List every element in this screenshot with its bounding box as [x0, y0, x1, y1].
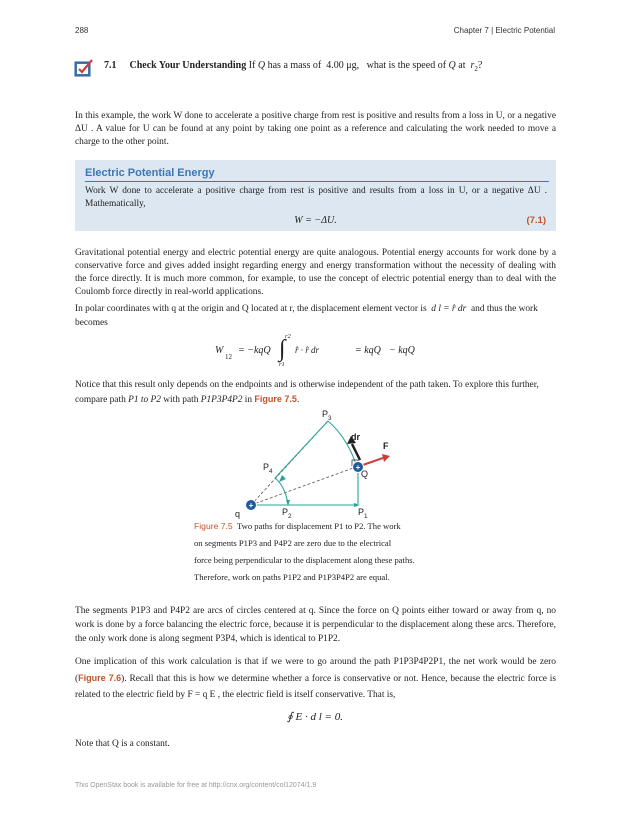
- check-number: 7.1: [104, 60, 117, 71]
- polar-paragraph: [75, 302, 556, 330]
- notice-paragraph: Notice that this result only depends on the endpoints and is otherwise independent of the path taken. To explore this further, compare path P1 to P2 with path P1P3P4P2 in Figure 7.5.: [75, 380, 539, 405]
- work-eq-lhs-sub: 12: [225, 353, 232, 361]
- caption-label: Figure 7.5: [194, 521, 233, 531]
- caption-line-3: force being perpendicular to the displacement along these paths.: [194, 555, 415, 565]
- check-var-q: Q: [257, 60, 266, 71]
- gravity-paragraph: Gravitational potential energy and electric potential energy are quite analogous. Potential energy accounts for work done by a conservative force and gives added insight regarding energy and energy transformation without the necessity of dealing with the force directly. It is much more common, for example, to use the concept of electric potential energy than to deal with the Coulomb force directly in real-world applications.: [75, 248, 556, 297]
- check-text-at: at: [458, 60, 466, 71]
- work-eq-rhs3: − kqQ: [389, 345, 415, 356]
- figure-7-6-link[interactable]: Figure 7.6: [78, 673, 122, 683]
- notice-text-a: Notice that this result only depends on the endpoints and is otherwise independent of the path taken. To explore this further, compare path: [75, 380, 539, 405]
- check-end: ?: [477, 60, 483, 71]
- label-p1: $P_1$: [358, 507, 368, 520]
- notice-in: in: [244, 395, 253, 405]
- figure-link[interactable]: Figure 7.5: [254, 394, 297, 404]
- box-title: Electric Potential Energy: [85, 167, 215, 179]
- implication-text-b: ). Recall that this is how we determine whether a force is conservative or not. Hence, because the electric force is related to the electric field by F = q E , the electric field is itself conservative. That is,: [75, 674, 557, 700]
- check-r2: r: [470, 60, 475, 71]
- box-equation-number: (7.1): [526, 215, 546, 226]
- check-var-q2: Q: [448, 60, 456, 71]
- notice-path1: P1 to P2: [128, 395, 161, 405]
- check-text-speed: what is the speed of: [366, 60, 447, 71]
- notice-mid: with path: [163, 395, 199, 405]
- force-arrowhead: [382, 454, 390, 462]
- arrowhead-p4: [279, 475, 286, 482]
- label-q: q: [235, 509, 241, 519]
- label-p4: $P_4$: [263, 462, 273, 475]
- work-eq-lower: r1: [279, 361, 285, 368]
- figure-7-5-diagram: [230, 408, 400, 518]
- closed-integral-equation: ∮ E · d l = 0.: [287, 711, 343, 723]
- polar-text-a: In polar coordinates with q at the origin and Q located at r, the displacement element vector is: [75, 304, 427, 314]
- work-eq-rhs1: = −kqQ: [238, 345, 271, 356]
- segments-paragraph: The segments P1P3 and P4P2 are arcs of circles centered at q. Since the force on Q points either toward or away from q, no work is done by a force balancing the electric force, because it is perpendicular to the displacement along these arcs. Therefore, the only work done is along segment P3P4, which is identical to P1P2.: [75, 606, 556, 644]
- check-understanding: [104, 60, 482, 73]
- label-p3: $P_3$: [322, 409, 332, 422]
- label-dr: dr: [351, 432, 360, 442]
- work-equation: [215, 334, 435, 370]
- box-title-rule: [85, 181, 549, 182]
- label-F: F: [383, 441, 389, 451]
- svg-text:+: +: [248, 501, 254, 510]
- check-mass-value: 4.00 μg,: [326, 60, 360, 71]
- caption-line-4: Therefore, work on paths P1P2 and P1P3P4P2 are equal.: [194, 572, 390, 582]
- polar-text-b: and thus the work becomes: [75, 304, 538, 328]
- caption-line-2: on segments P1P3 and P4P2 are zero due to the electrical: [194, 538, 392, 548]
- key-equation-box: [75, 160, 556, 231]
- integral-sign: ∫: [279, 336, 286, 362]
- chapter-header: Chapter 7 | Electric Potential: [453, 26, 555, 35]
- implication-paragraph: [75, 654, 556, 703]
- page-number: 288: [75, 26, 89, 35]
- caption-line-1: Figure 7.5 Two paths for displacement P1 to P2. The work: [194, 521, 401, 531]
- note-paragraph: Note that Q is a constant.: [75, 739, 170, 749]
- work-eq-upper: r2: [285, 333, 291, 340]
- check-r2-sub: 2: [474, 65, 478, 73]
- label-Q: Q: [361, 469, 369, 479]
- box-equation: W = −ΔU.: [294, 215, 337, 226]
- check-label: Check Your Understanding: [129, 60, 247, 71]
- check-text-pre: If: [248, 60, 256, 71]
- polar-inline-equation: d l = r̂ dr: [431, 304, 467, 314]
- notice-path2: P1P3P4P2: [200, 395, 243, 405]
- svg-text:+: +: [355, 463, 361, 472]
- implication-text-a: One implication of this work calculation is that if we were to go around the path P1P3P4P2P1, the net work would be zero (: [75, 657, 556, 684]
- check-icon: [74, 59, 94, 77]
- work-eq-integrand: r̂ · r̂ dr: [295, 345, 320, 355]
- footer-text: This OpenStax book is available for free at http://cnx.org/content/col12074/1.9: [75, 782, 317, 789]
- check-text-mass: has a mass of: [267, 60, 322, 71]
- label-p2: $P_2$: [282, 507, 292, 520]
- work-eq-lhs: W: [215, 345, 224, 356]
- box-text: Work W done to accelerate a positive charge from rest is positive and results from a loss in U, or a negative ΔU . Mathematically,: [85, 186, 547, 209]
- figure-caption: [194, 519, 446, 584]
- work-eq-rhs2: = kqQ: [355, 345, 381, 356]
- intro-paragraph: In this example, the work W done to accelerate a positive charge from rest is positive and results from a loss in U, or a negative ΔU . A value for U can be found at any point by taking one point as a reference and calculating the work needed to move a charge to the other point.: [75, 111, 556, 147]
- path-p3-p4: [275, 421, 328, 478]
